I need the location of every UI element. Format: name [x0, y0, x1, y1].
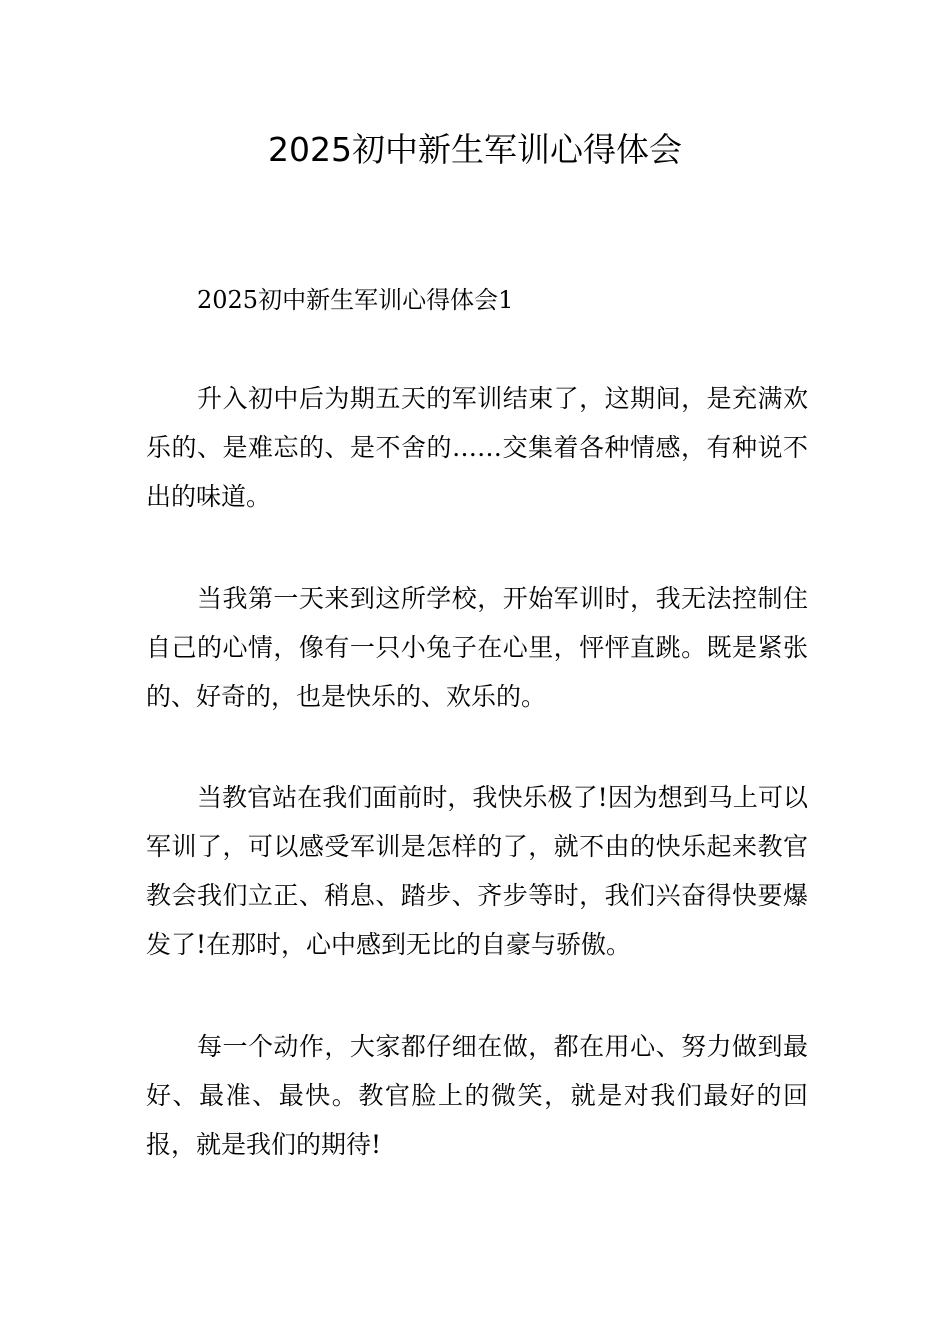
paragraph-2: 当我第一天来到这所学校，开始军训时，我无法控制住自己的心情，像有一只小兔子在心里，怦怦直跳。既是紧张的、好奇的，也是快乐的、欢乐的。 — [146, 584, 808, 711]
paragraph-4: 每一个动作，大家都仔细在做，都在用心、努力做到最好、最准、最快。教官脸上的微笑，就是对我们最好的回报，就是我们的期待! — [146, 1032, 808, 1159]
section-heading: 2025初中新生军训心得体会1 — [197, 286, 514, 314]
document-title: 2025初中新生军训心得体会 — [268, 130, 682, 169]
paragraph-3: 当教官站在我们面前时，我快乐极了!因为想到马上可以军训了，可以感受军训是怎样的了，就不由的快乐起来教官教会我们立正、稍息、踏步、齐步等时，我们兴奋得快要爆发了!在那时，心中感到无比的自豪与骄傲。 — [146, 783, 808, 959]
paragraph-1: 升入初中后为期五天的军训结束了，这期间，是充满欢乐的、是难忘的、是不舍的……交集着各种情感，有种说不出的味道。 — [146, 384, 808, 511]
